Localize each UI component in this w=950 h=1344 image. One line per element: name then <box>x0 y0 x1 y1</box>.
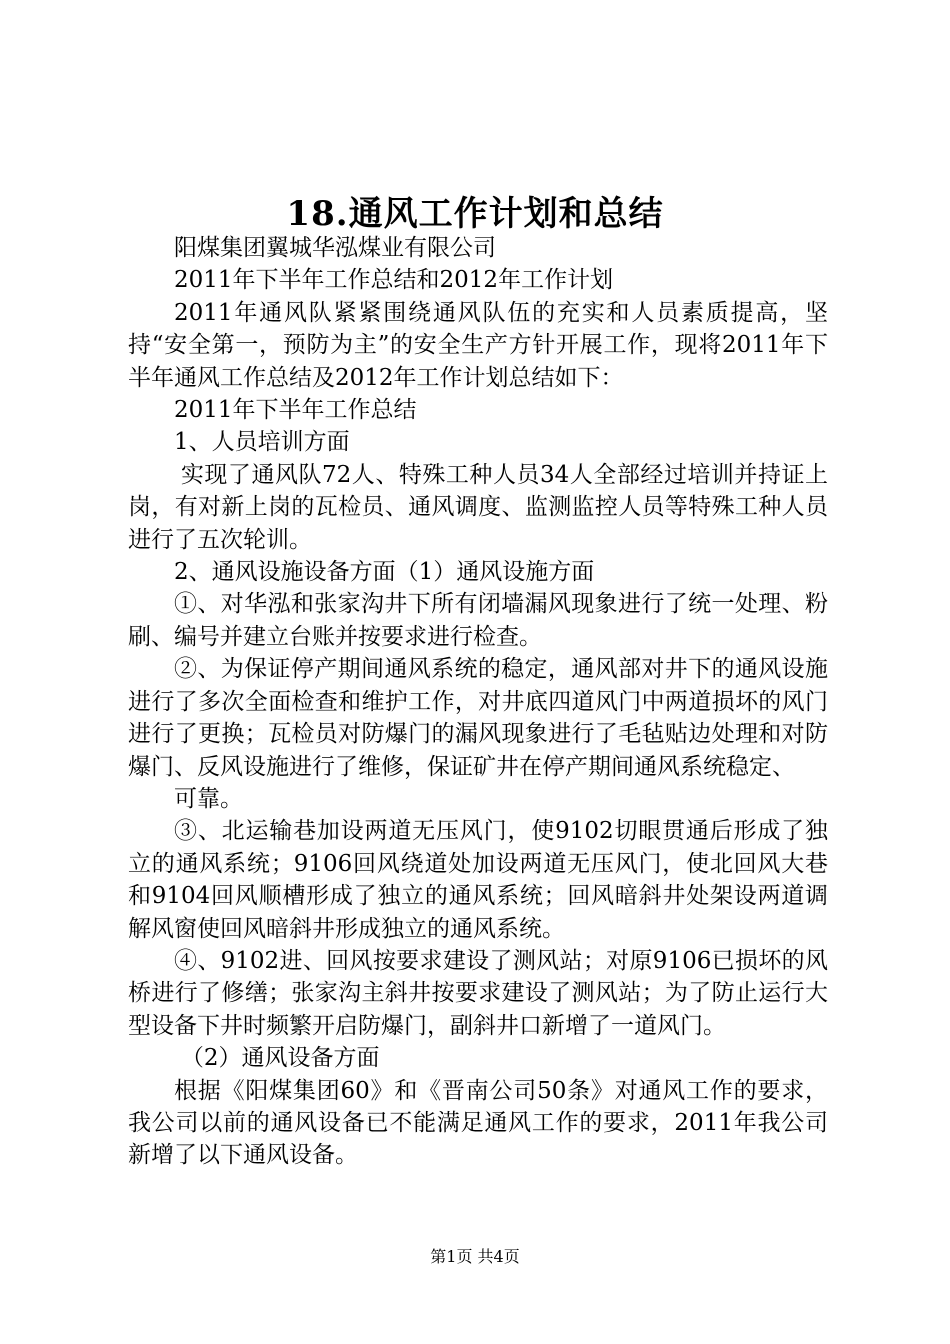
paragraph-intro: 2011年通风队紧紧围绕通风队伍的充实和人员素质提高，坚持“安全第一，预防为主”的安全生产方针开展工作，现将2011年下半年通风工作总结及2012年工作计划总结如下： <box>128 299 828 391</box>
page-title: 18.通风工作计划和总结 <box>286 194 664 234</box>
paragraph: 可靠。 <box>174 785 243 812</box>
paragraph-company: 阳煤集团翼城华泓煤业有限公司 <box>174 235 496 261</box>
subsection-heading: 1、人员培训方面 <box>174 429 350 456</box>
paragraph: ③、北运输巷加设两道无压风门，使9102切眼贯通后形成了独立的通风系统；9106回风绕道处加设两道无压风门，使北回风大巷和9104回风顺槽形成了独立的通风系统；回风暗斜井处架设两道调解风窗使回风暗斜井形成独立的通风系统。 <box>128 818 828 942</box>
paragraph: ①、对华泓和张家沟井下所有闭墙漏风现象进行了统一处理、粉刷、编号并建立台账并按要求进行检查。 <box>128 591 828 650</box>
document-body <box>128 232 828 1172</box>
page-footer: 第1页 共4页 <box>430 1247 520 1266</box>
subsection-heading: （2）通风设备方面 <box>180 1045 380 1072</box>
paragraph: ②、为保证停产期间通风系统的稳定，通风部对井下的通风设施进行了多次全面检查和维护工作，对井底四道风门中两道损坏的风门进行了更换；瓦检员对防爆门的漏风现象进行了毛毡贴边处理和对防爆门、反风设施进行了维修，保证矿井在停产期间通风系统稳定、 <box>128 656 828 780</box>
paragraph-subtitle: 2011年下半年工作总结和2012年工作计划 <box>174 267 614 294</box>
paragraph: 根据《阳煤集团60》和《晋南公司50条》对通风工作的要求，我公司以前的通风设备已不能满足通风工作的要求，2011年我公司新增了以下通风设备。 <box>128 1077 828 1169</box>
subsection-heading: 2、通风设施设备方面（1）通风设施方面 <box>174 559 595 586</box>
paragraph: ④、9102进、回风按要求建设了测风站；对原9106已损坏的风桥进行了修缮；张家沟主斜井按要求建设了测风站；为了防止运行大型设备下井时频繁开启防爆门，副斜井口新增了一道风门。 <box>128 947 828 1039</box>
paragraph: 实现了通风队72人、特殊工种人员34人全部经过培训并持证上岗，有对新上岗的瓦检员、通风调度、监测监控人员等特殊工种人员进行了五次轮训。 <box>128 461 828 553</box>
section-heading: 2011年下半年工作总结 <box>174 397 417 424</box>
